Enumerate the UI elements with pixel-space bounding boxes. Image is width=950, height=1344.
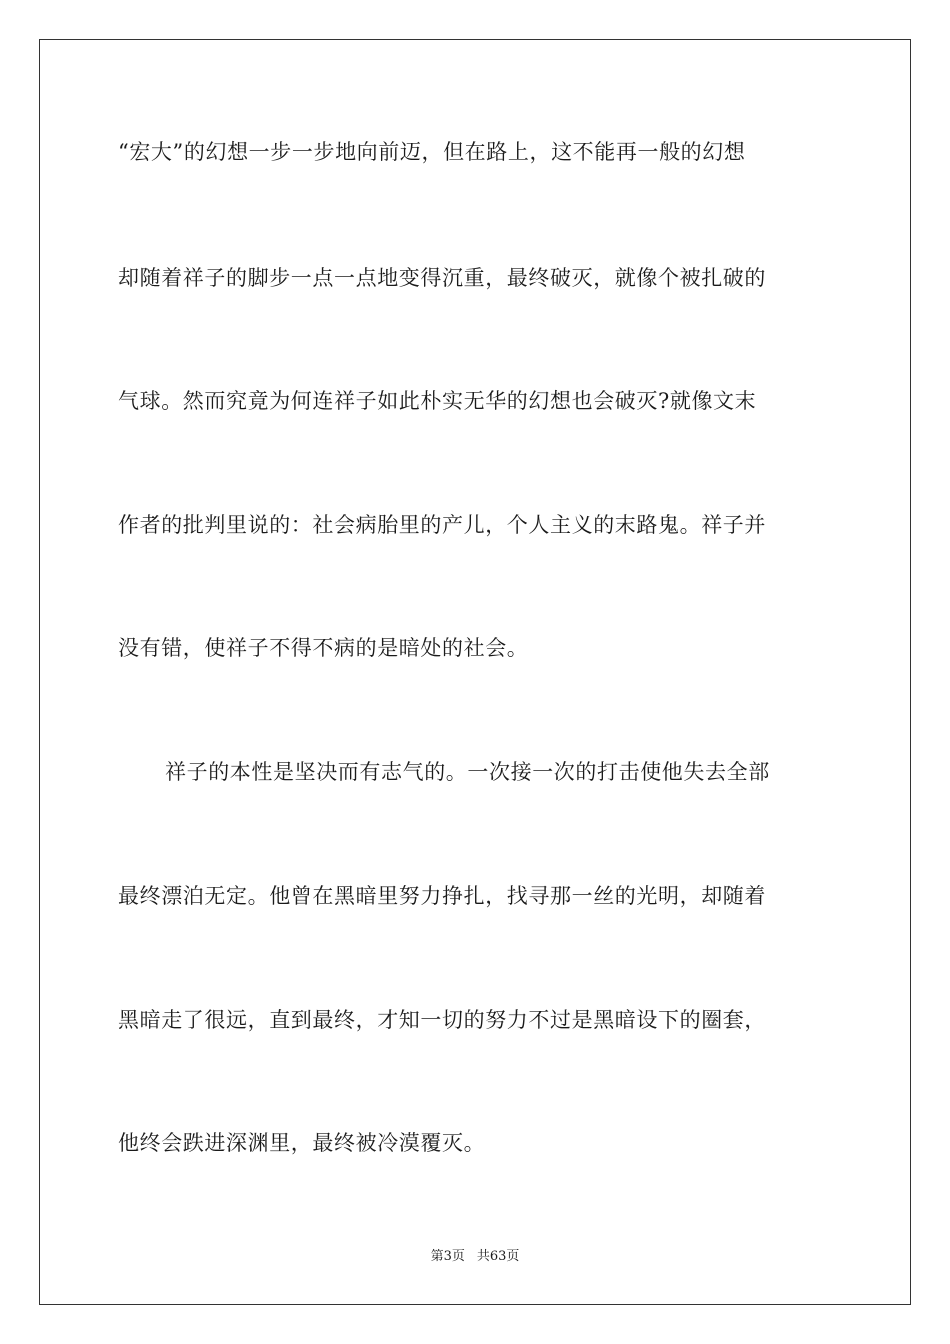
text-line: 气球。然而究竟为何连祥子如此朴实无华的幻想也会破灭?就像文末 <box>118 389 757 413</box>
page-footer <box>0 1248 950 1266</box>
text-line: 却随着祥子的脚步一点一点地变得沉重，最终破灭，就像个被扎破的 <box>118 266 766 290</box>
text-line: 最终漂泊无定。他曾在黑暗里努力挣扎，找寻那一丝的光明，却随着 <box>118 884 766 908</box>
page-border <box>39 39 911 1305</box>
paragraph-first-line: 祥子的本性是坚决而有志气的。一次接一次的打击使他失去全部 <box>165 760 770 784</box>
text-line: 作者的批判里说的：社会病胎里的产儿，个人主义的末路鬼。祥子并 <box>118 513 766 537</box>
text-line: 没有错，使祥子不得不病的是暗处的社会。 <box>118 636 529 660</box>
text-line: 他终会跌进深渊里，最终被冷漠覆灭。 <box>118 1131 486 1155</box>
text-line: “宏大”的幻想一步一步地向前迈，但在路上，这不能再一般的幻想 <box>118 140 746 164</box>
page-number-total: 共63页 <box>476 1249 520 1264</box>
page-number-current: 第3页 <box>430 1249 465 1264</box>
text-line: 黑暗走了很远，直到最终，才知一切的努力不过是黑暗设下的圈套， <box>118 1008 766 1032</box>
